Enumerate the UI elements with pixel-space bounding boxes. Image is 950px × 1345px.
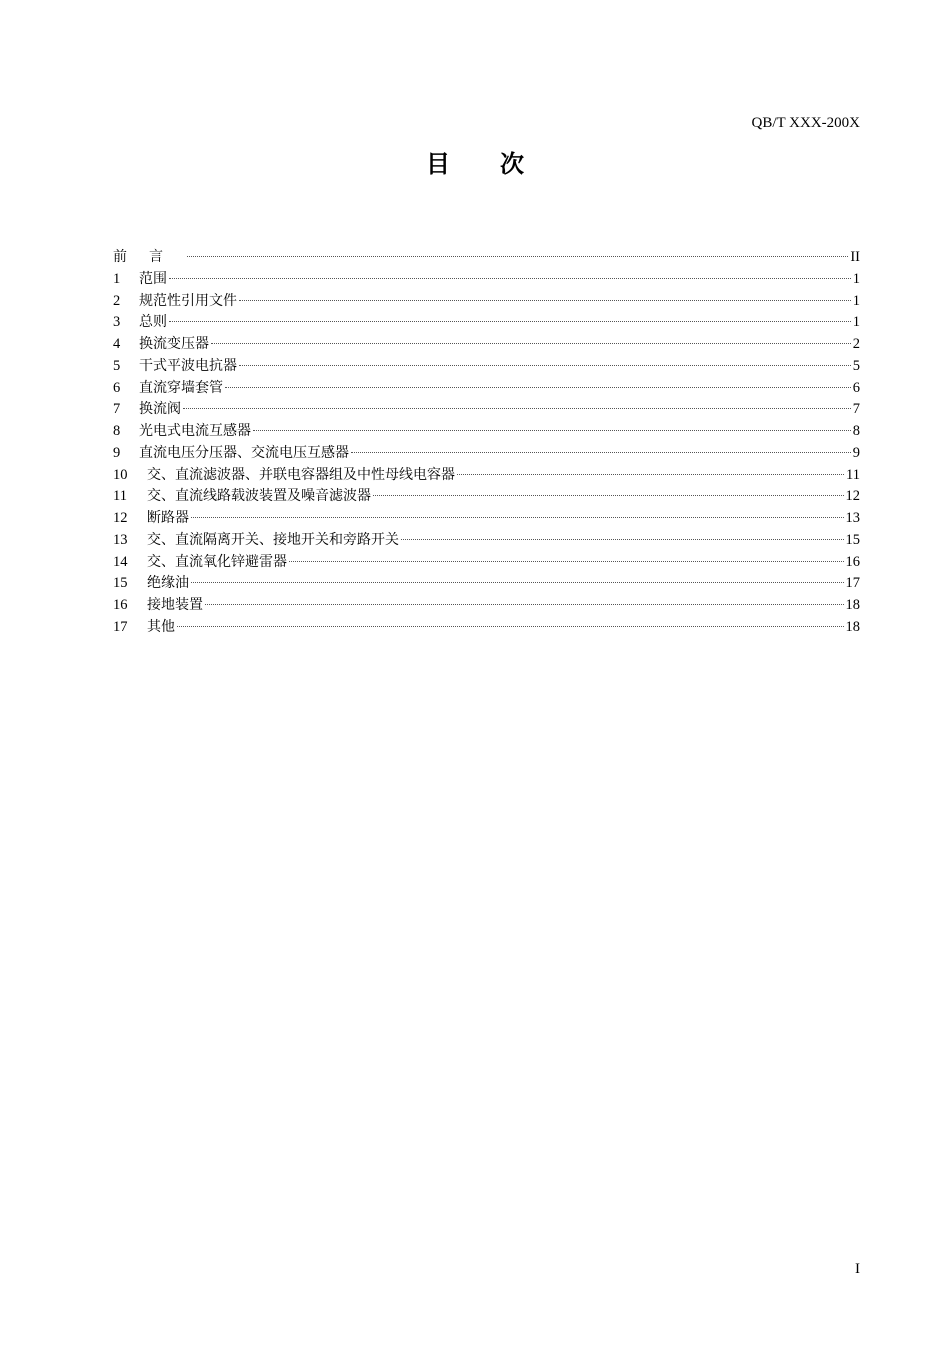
toc-entry-label: 断路器 [147,510,189,526]
toc-entry-page: 17 [845,575,860,592]
toc-entry-page: 1 [852,292,860,309]
toc-entry-9[interactable] [113,443,860,465]
toc-entry-label: 范围 [139,270,167,287]
toc-entry-11[interactable] [113,486,860,508]
toc-leader-dots [169,278,851,279]
toc-entry-number: 11 [113,488,127,505]
toc-entry-label: 干式平波电抗器 [139,357,237,374]
toc-entry-page: 8 [852,423,860,439]
toc-entry-page: 1 [852,270,860,287]
toc-entry-label: 光电式电流互感器 [139,423,251,439]
toc-leader-dots [239,300,851,301]
toc-entry-label: 总则 [139,314,167,331]
toc-entry-number: 9 [113,444,121,461]
toc-entry-3[interactable] [113,312,860,334]
toc-entry-page: 1 [852,314,860,331]
toc-leader-dots [205,604,844,605]
toc-entry-page: 6 [852,379,860,396]
toc-entry-number: 10 [113,466,128,483]
toc-leader-dots [187,256,848,257]
toc-entry-label: 其他 [147,618,175,635]
toc-entry-number: 17 [113,618,128,635]
toc-leader-dots [169,321,851,322]
toc-entry-page: 18 [845,618,860,635]
toc-leader-dots [211,343,851,344]
toc-entry-page: 2 [852,336,860,352]
toc-leader-dots [401,539,844,540]
toc-entry-10[interactable] [113,465,860,487]
toc-leader-dots [351,452,851,453]
toc-leader-dots [183,408,851,409]
toc-entry-label: 交、直流滤波器、并联电容器组及中性母线电容器 [147,466,455,483]
toc-entry-label: 交、直流隔离开关、接地开关和旁路开关 [147,531,399,548]
toc-entry-16[interactable] [113,595,860,617]
toc-entry-page: II [850,249,860,265]
toc-entry-label: 规范性引用文件 [139,292,237,309]
toc-entry-14[interactable] [113,552,860,574]
toc-entry-label: 换流变压器 [139,336,209,352]
toc-entry-number: 1 [113,270,121,287]
toc-entry-page: 12 [845,488,860,505]
toc-entry-number: 14 [113,553,128,570]
toc-entry-label: 直流穿墙套管 [139,379,223,396]
toc-entry-number: 15 [113,575,128,592]
toc-entry-15[interactable] [113,573,860,595]
toc-entry-number: 7 [113,401,121,418]
toc-entry-page: 15 [845,531,860,548]
toc-entry-page: 7 [852,401,860,418]
toc-leader-dots [289,561,844,562]
toc-entry-page: 16 [845,553,860,570]
page-title: 目次 [426,150,574,178]
toc-leader-dots [177,626,844,627]
toc-entry-number: 8 [113,423,121,439]
toc-entry-label: 交、直流线路载波装置及噪音滤波器 [147,488,371,505]
toc-entry-2[interactable] [113,291,860,313]
toc-entry-number: 6 [113,379,121,396]
toc-leader-dots [457,474,844,475]
toc-entry-page: 5 [852,357,860,374]
toc-entry-6[interactable] [113,378,860,400]
toc-entry-number: 5 [113,357,121,374]
toc-entry-13[interactable] [113,530,860,552]
table-of-contents [113,247,860,639]
toc-entry-12[interactable] [113,508,860,530]
toc-entry-label: 换流阀 [139,401,181,418]
toc-entry-17[interactable] [113,617,860,639]
toc-leader-dots [253,430,851,431]
toc-leader-dots [225,387,851,388]
toc-entry-number: 4 [113,336,121,352]
toc-entry-label: 直流电压分压器、交流电压互感器 [139,444,349,461]
toc-leader-dots [373,495,844,496]
toc-entry-page: 13 [845,510,860,526]
toc-entry-page: 9 [852,444,860,461]
toc-leader-dots [239,365,851,366]
toc-leader-dots [191,582,844,583]
toc-entry-number: 16 [113,597,128,613]
toc-entry-label: 交、直流氧化锌避雷器 [147,553,287,570]
toc-entry-page: 11 [846,466,860,483]
toc-leader-dots [191,517,844,518]
toc-entry-label: 接地装置 [147,597,203,613]
toc-entry-label: 绝缘油 [147,575,189,592]
toc-entry-number: 13 [113,531,128,548]
toc-entry-4[interactable] [113,334,860,356]
toc-entry-number: 2 [113,292,121,309]
toc-entry-foreword[interactable] [113,247,860,269]
toc-entry-7[interactable] [113,399,860,421]
toc-entry-1[interactable] [113,269,860,291]
toc-entry-number: 3 [113,314,121,331]
toc-entry-8[interactable] [113,421,860,443]
standard-code: QB/T XXX-200X [751,115,860,131]
toc-entry-5[interactable] [113,356,860,378]
toc-entry-number: 12 [113,510,128,526]
toc-entry-page: 18 [845,597,860,613]
page-number: I [855,1261,860,1277]
toc-entry-label: 前言 [113,249,185,265]
